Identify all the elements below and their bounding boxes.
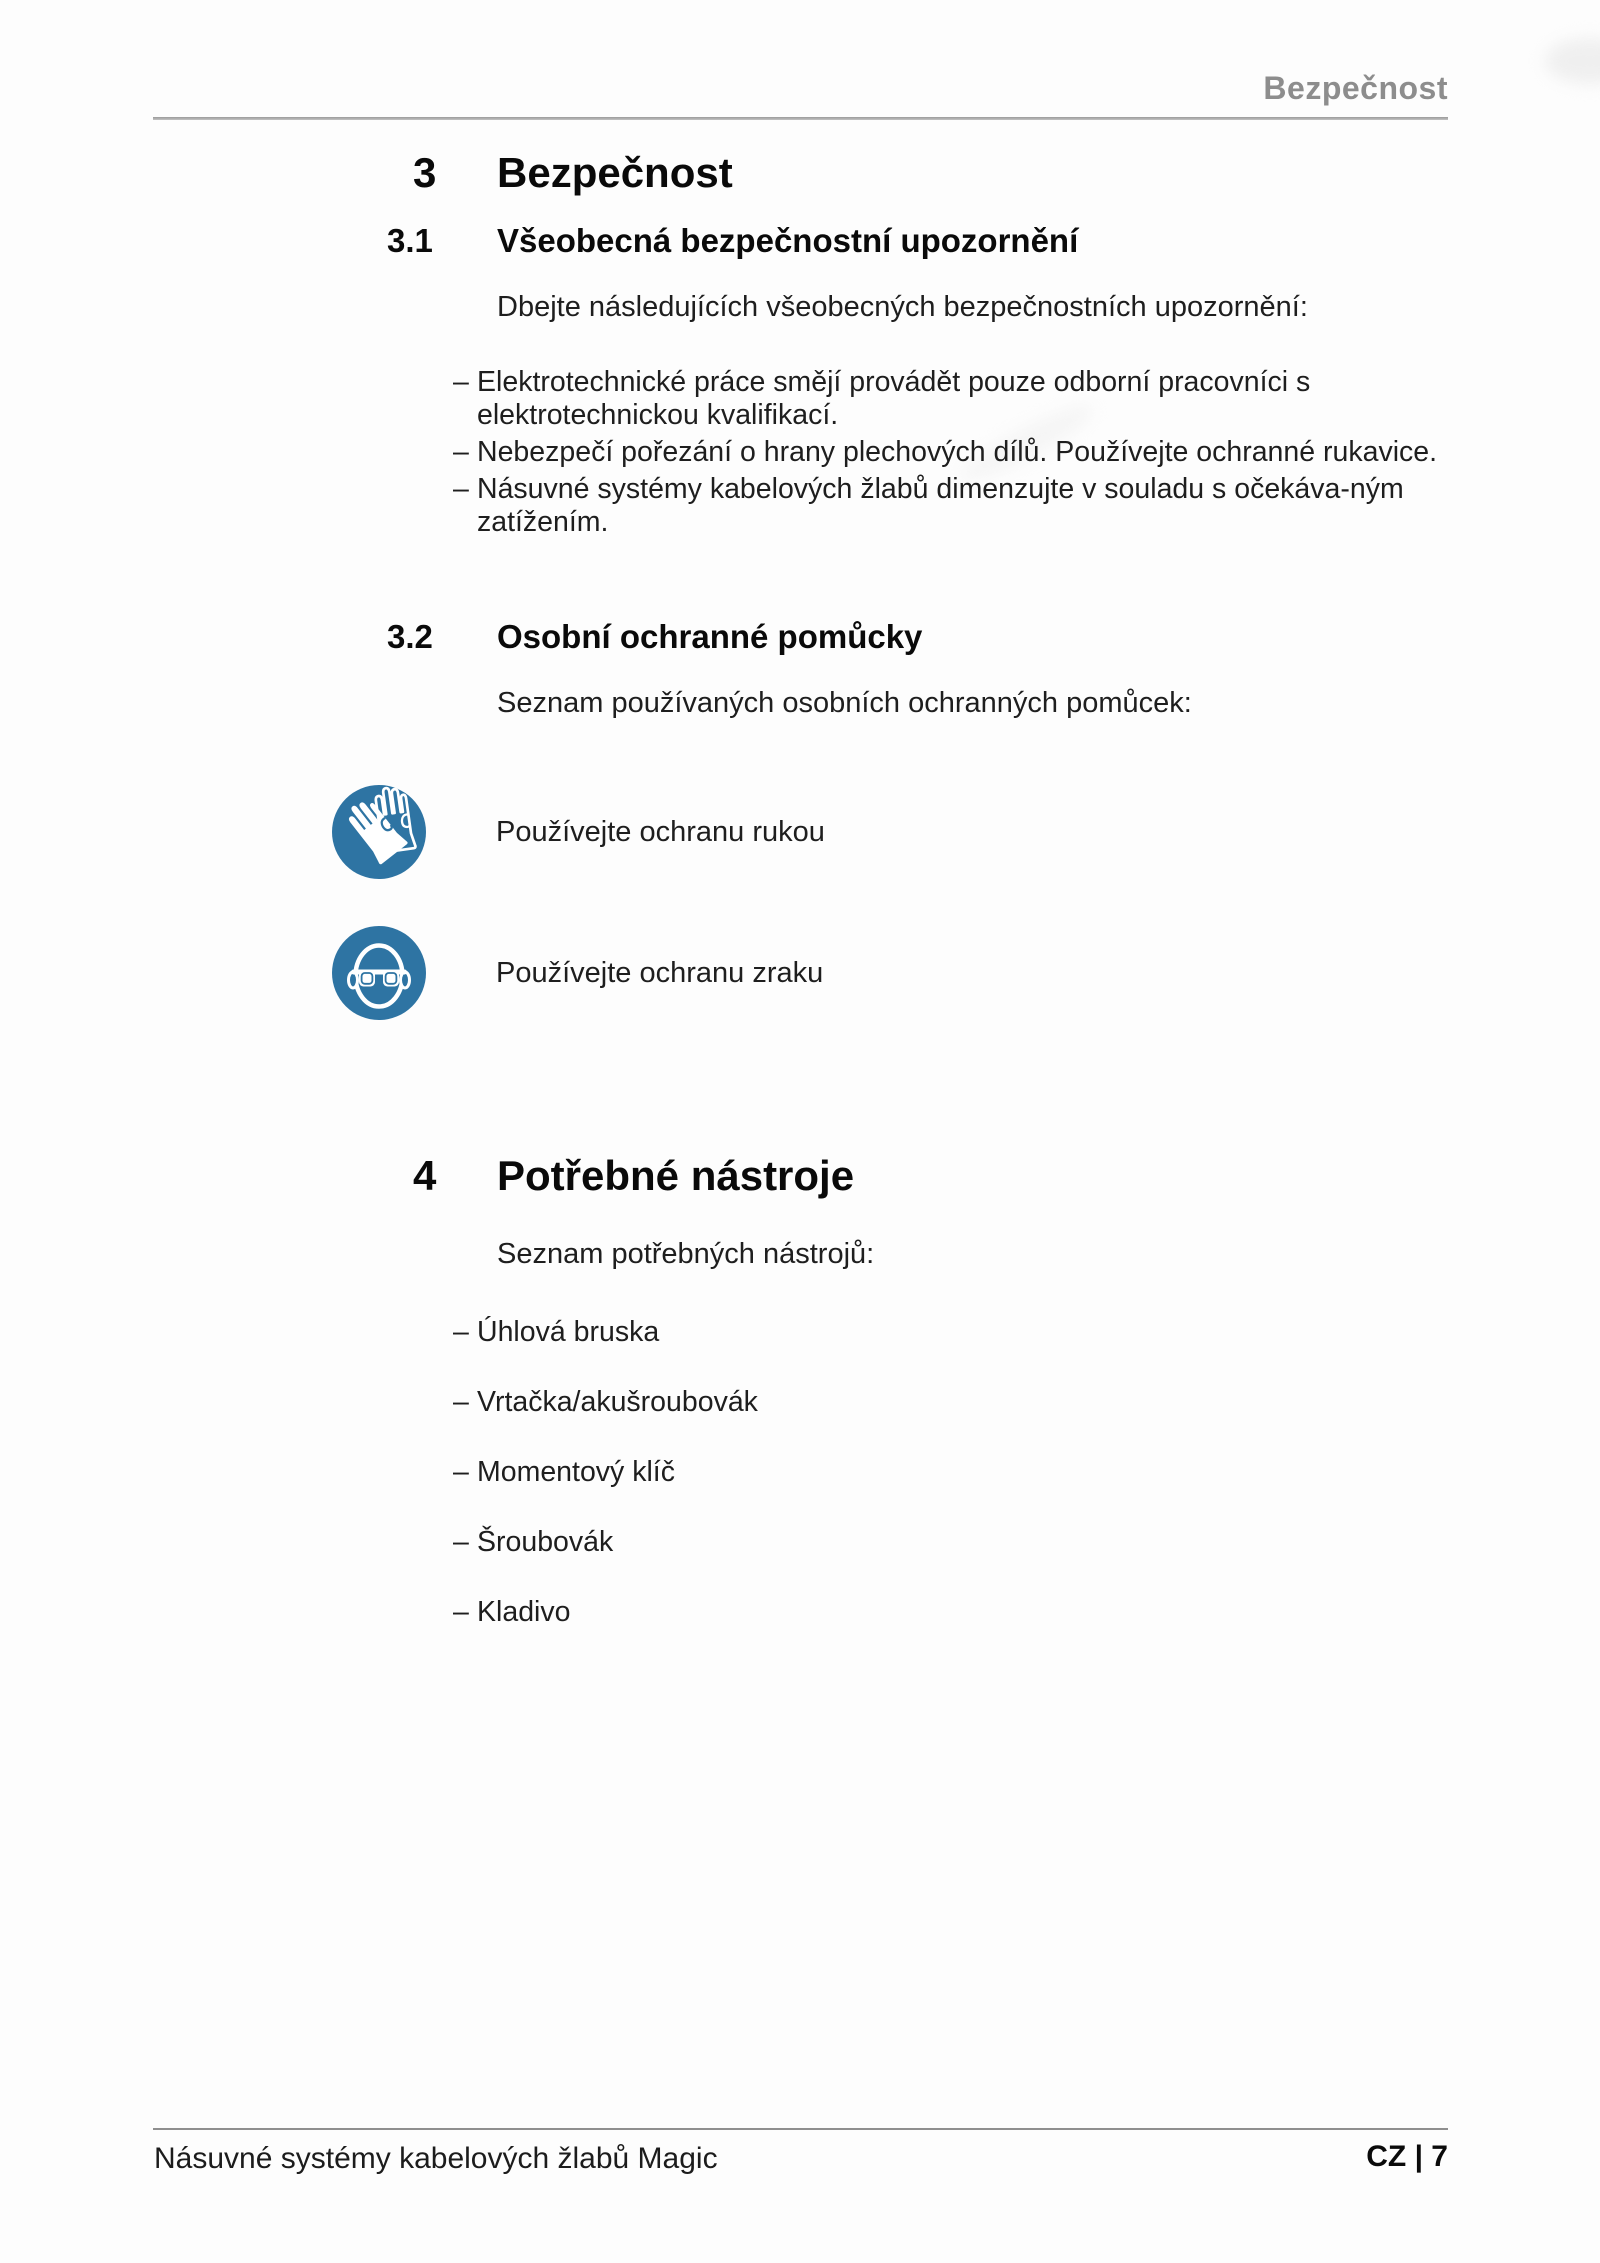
paragraph-intro-3-2: Seznam používaných osobních ochranných pomůcek: [497,687,1192,719]
footer-rule [153,2128,1448,2130]
tool-item [453,1456,1377,1489]
section-title: Osobní ochranné pomůcky [497,618,923,655]
tools-list [453,1316,1377,1666]
dash-bullet-icon: – [453,1526,469,1558]
tool-text: Šroubovák [477,1526,614,1558]
bullet-text: Elektrotechnické práce smějí provádět pouze odborní pracovníci s elektrotechnickou kvalifikací. [477,366,1311,431]
section-title: Potřebné nástroje [497,1152,855,1199]
section-number: 4 [413,1152,437,1199]
header-rule [153,117,1448,120]
paragraph-intro-4: Seznam potřebných nástrojů: [497,1238,875,1270]
paragraph-intro-3-1: Dbejte následujících všeobecných bezpečnostních upozornění: [497,291,1308,323]
bullet-item [453,436,1457,469]
ppe-label: Používejte ochranu zraku [496,956,824,989]
tool-item [453,1526,1377,1559]
footer-page-number: CZ | 7 [1366,2140,1448,2173]
dash-bullet-icon: – [453,436,469,468]
dash-bullet-icon: – [453,1316,469,1348]
dash-bullet-icon: – [453,1386,469,1418]
dash-bullet-icon: – [453,1456,469,1488]
running-header-title: Bezpečnost [1263,70,1448,106]
dash-bullet-icon: – [453,366,469,398]
wear-protective-gloves-icon [329,782,429,882]
section-number: 3.1 [387,222,433,259]
dash-bullet-icon: – [453,1596,469,1628]
scan-artifact [1545,38,1600,84]
ppe-row-gloves [329,782,825,882]
wear-eye-protection-icon [329,923,429,1023]
dash-bullet-icon: – [453,473,469,505]
section-title: Bezpečnost [497,149,733,196]
section-3-2-heading [387,618,922,656]
section-3-1-heading [387,222,1078,260]
ppe-row-goggles [329,923,823,1023]
section-4-heading [413,1153,854,1199]
bullet-text: Nebezpečí pořezání o hrany plechových dílů. Používejte ochranné rukavice. [477,436,1438,468]
tool-item [453,1386,1377,1419]
bullet-item [453,473,1457,539]
footer-product-name: Násuvné systémy kabelových žlabů Magic [154,2142,718,2175]
tool-text: Úhlová bruska [477,1316,660,1348]
safety-bullet-list [453,366,1457,543]
tool-text: Kladivo [477,1596,571,1628]
ppe-label: Používejte ochranu rukou [496,815,825,848]
tool-item [453,1596,1377,1629]
section-3-heading [413,150,733,196]
section-number: 3 [413,149,437,196]
bullet-text: Násuvné systémy kabelových žlabů dimenzujte v souladu s očekáva-ným zatížením. [477,473,1404,538]
tool-text: Momentový klíč [477,1456,675,1488]
tool-text: Vrtačka/akušroubovák [477,1386,758,1418]
tool-item [453,1316,1377,1349]
bullet-item [453,366,1457,432]
section-number: 3.2 [387,618,433,655]
section-title: Všeobecná bezpečnostní upozornění [497,222,1079,259]
